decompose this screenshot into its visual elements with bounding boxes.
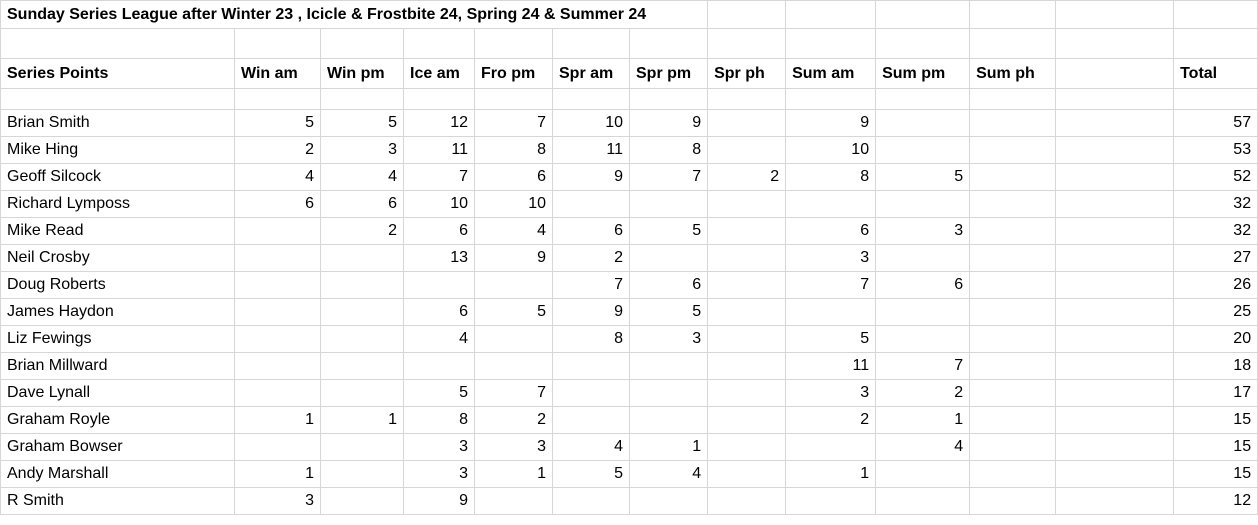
- column-header[interactable]: Total: [1174, 59, 1258, 89]
- cell[interactable]: [235, 29, 321, 59]
- points-cell[interactable]: 7: [475, 110, 553, 137]
- points-cell[interactable]: 2: [876, 380, 970, 407]
- points-cell[interactable]: [1056, 461, 1174, 488]
- total-cell[interactable]: 15: [1174, 434, 1258, 461]
- points-cell[interactable]: [553, 191, 630, 218]
- sailor-name-cell[interactable]: Mike Read: [1, 218, 235, 245]
- points-cell[interactable]: 1: [235, 407, 321, 434]
- points-cell[interactable]: [321, 353, 404, 380]
- points-cell[interactable]: 3: [786, 380, 876, 407]
- points-cell[interactable]: [876, 110, 970, 137]
- points-cell[interactable]: 7: [630, 164, 708, 191]
- points-cell[interactable]: 9: [404, 488, 475, 515]
- total-cell[interactable]: 52: [1174, 164, 1258, 191]
- cell[interactable]: [1056, 29, 1174, 59]
- header-series-points[interactable]: Series Points: [1, 59, 235, 89]
- points-cell[interactable]: [553, 353, 630, 380]
- points-cell[interactable]: 5: [475, 299, 553, 326]
- points-cell[interactable]: [553, 488, 630, 515]
- points-cell[interactable]: [970, 434, 1056, 461]
- points-cell[interactable]: [321, 245, 404, 272]
- table-row: [1, 299, 1258, 326]
- points-cell[interactable]: [475, 488, 553, 515]
- points-cell[interactable]: [1056, 137, 1174, 164]
- points-cell[interactable]: 2: [786, 407, 876, 434]
- points-cell[interactable]: 3: [786, 245, 876, 272]
- table-row: [1, 353, 1258, 380]
- points-cell[interactable]: [708, 110, 786, 137]
- points-cell[interactable]: 2: [321, 218, 404, 245]
- sailor-name-cell[interactable]: Dave Lynall: [1, 380, 235, 407]
- sailor-name-cell[interactable]: James Haydon: [1, 299, 235, 326]
- sailor-name-cell[interactable]: Doug Roberts: [1, 272, 235, 299]
- points-cell[interactable]: 9: [475, 245, 553, 272]
- points-cell[interactable]: [708, 461, 786, 488]
- column-header[interactable]: Spr pm: [630, 59, 708, 89]
- spacer-row: [1, 89, 1258, 110]
- points-cell[interactable]: 10: [786, 137, 876, 164]
- total-cell[interactable]: 25: [1174, 299, 1258, 326]
- points-cell[interactable]: [970, 164, 1056, 191]
- points-cell[interactable]: 10: [475, 191, 553, 218]
- sheet-title[interactable]: Sunday Series League after Winter 23 , Icicle & Frostbite 24, Spring 24 & Summer 24: [1, 1, 708, 29]
- points-cell[interactable]: 8: [404, 407, 475, 434]
- table-row: [1, 461, 1258, 488]
- points-cell[interactable]: [553, 407, 630, 434]
- points-cell[interactable]: 5: [235, 110, 321, 137]
- cell[interactable]: [630, 89, 708, 110]
- table-row: [1, 164, 1258, 191]
- title-row: [1, 1, 1258, 29]
- points-cell[interactable]: 7: [475, 380, 553, 407]
- points-cell[interactable]: [708, 218, 786, 245]
- sailor-name-cell[interactable]: Graham Bowser: [1, 434, 235, 461]
- points-cell[interactable]: [1056, 299, 1174, 326]
- points-cell[interactable]: 2: [708, 164, 786, 191]
- points-cell[interactable]: 1: [630, 434, 708, 461]
- points-cell[interactable]: [235, 218, 321, 245]
- total-cell[interactable]: 18: [1174, 353, 1258, 380]
- points-cell[interactable]: 3: [321, 137, 404, 164]
- points-cell[interactable]: 6: [630, 272, 708, 299]
- blank-row: [1, 29, 1258, 59]
- points-cell[interactable]: 3: [475, 434, 553, 461]
- points-cell[interactable]: 3: [876, 218, 970, 245]
- points-cell[interactable]: [475, 272, 553, 299]
- cell[interactable]: [321, 89, 404, 110]
- points-cell[interactable]: 11: [404, 137, 475, 164]
- points-cell[interactable]: [708, 434, 786, 461]
- points-cell[interactable]: [630, 191, 708, 218]
- points-cell[interactable]: 4: [235, 164, 321, 191]
- points-cell[interactable]: [553, 380, 630, 407]
- column-header[interactable]: Sum pm: [876, 59, 970, 89]
- points-cell[interactable]: [1056, 164, 1174, 191]
- points-cell[interactable]: [1056, 272, 1174, 299]
- points-cell[interactable]: [235, 380, 321, 407]
- total-cell[interactable]: 15: [1174, 461, 1258, 488]
- points-cell[interactable]: [321, 488, 404, 515]
- points-cell[interactable]: 11: [553, 137, 630, 164]
- points-cell[interactable]: 4: [630, 461, 708, 488]
- points-cell[interactable]: 3: [404, 461, 475, 488]
- points-cell[interactable]: 6: [235, 191, 321, 218]
- points-cell[interactable]: [708, 137, 786, 164]
- points-cell[interactable]: [876, 137, 970, 164]
- points-cell[interactable]: [970, 110, 1056, 137]
- cell[interactable]: [708, 1, 786, 29]
- points-cell[interactable]: 6: [321, 191, 404, 218]
- points-cell[interactable]: [876, 299, 970, 326]
- table-row: [1, 434, 1258, 461]
- points-cell[interactable]: [1056, 380, 1174, 407]
- points-cell[interactable]: 5: [786, 326, 876, 353]
- sailor-name-cell[interactable]: Liz Fewings: [1, 326, 235, 353]
- points-cell[interactable]: [1056, 110, 1174, 137]
- points-cell[interactable]: [235, 245, 321, 272]
- cell[interactable]: [1056, 89, 1174, 110]
- points-cell[interactable]: [475, 353, 553, 380]
- total-cell[interactable]: 12: [1174, 488, 1258, 515]
- points-cell[interactable]: 1: [321, 407, 404, 434]
- total-cell[interactable]: 57: [1174, 110, 1258, 137]
- points-cell[interactable]: [1056, 434, 1174, 461]
- points-cell[interactable]: 8: [786, 164, 876, 191]
- cell[interactable]: [1174, 29, 1258, 59]
- table-row: [1, 218, 1258, 245]
- sailor-name-cell[interactable]: Mike Hing: [1, 137, 235, 164]
- table-row: [1, 326, 1258, 353]
- points-cell[interactable]: [970, 137, 1056, 164]
- total-cell[interactable]: 26: [1174, 272, 1258, 299]
- points-cell[interactable]: [235, 434, 321, 461]
- points-cell[interactable]: [1056, 488, 1174, 515]
- cell[interactable]: [786, 1, 876, 29]
- points-cell[interactable]: [970, 191, 1056, 218]
- total-cell[interactable]: 32: [1174, 218, 1258, 245]
- sailor-name-cell[interactable]: Andy Marshall: [1, 461, 235, 488]
- points-cell[interactable]: 7: [786, 272, 876, 299]
- sailor-name-cell[interactable]: Richard Lymposs: [1, 191, 235, 218]
- points-cell[interactable]: 5: [404, 380, 475, 407]
- points-cell[interactable]: [970, 245, 1056, 272]
- points-cell[interactable]: [630, 380, 708, 407]
- points-cell[interactable]: [708, 191, 786, 218]
- table-row: [1, 245, 1258, 272]
- table-row: [1, 272, 1258, 299]
- cell[interactable]: [1174, 89, 1258, 110]
- points-cell[interactable]: [708, 353, 786, 380]
- points-cell[interactable]: 9: [553, 299, 630, 326]
- points-cell[interactable]: 3: [235, 488, 321, 515]
- cell[interactable]: [475, 29, 553, 59]
- points-cell[interactable]: [630, 353, 708, 380]
- points-cell[interactable]: [321, 272, 404, 299]
- cell[interactable]: [553, 29, 630, 59]
- points-cell[interactable]: 7: [404, 164, 475, 191]
- cell[interactable]: [1056, 59, 1174, 89]
- points-cell[interactable]: [235, 326, 321, 353]
- points-cell[interactable]: [970, 272, 1056, 299]
- points-cell[interactable]: 6: [475, 164, 553, 191]
- cell[interactable]: [404, 89, 475, 110]
- table-row: [1, 191, 1258, 218]
- points-cell[interactable]: [708, 407, 786, 434]
- points-cell[interactable]: [786, 488, 876, 515]
- cell[interactable]: [1, 89, 235, 110]
- points-cell[interactable]: 6: [404, 218, 475, 245]
- total-cell[interactable]: 27: [1174, 245, 1258, 272]
- points-cell[interactable]: 4: [876, 434, 970, 461]
- points-cell[interactable]: 9: [630, 110, 708, 137]
- points-cell[interactable]: 3: [404, 434, 475, 461]
- points-cell[interactable]: 6: [786, 218, 876, 245]
- points-cell[interactable]: [630, 488, 708, 515]
- points-cell[interactable]: [1056, 407, 1174, 434]
- points-cell[interactable]: [404, 353, 475, 380]
- cell[interactable]: [1174, 1, 1258, 29]
- cell[interactable]: [876, 29, 970, 59]
- points-cell[interactable]: 6: [876, 272, 970, 299]
- total-cell[interactable]: 20: [1174, 326, 1258, 353]
- total-cell[interactable]: 15: [1174, 407, 1258, 434]
- points-cell[interactable]: 13: [404, 245, 475, 272]
- sailor-name-cell[interactable]: Graham Royle: [1, 407, 235, 434]
- column-header[interactable]: Spr ph: [708, 59, 786, 89]
- cell[interactable]: [876, 89, 970, 110]
- cell[interactable]: [1056, 1, 1174, 29]
- table-row: [1, 380, 1258, 407]
- points-cell[interactable]: 4: [404, 326, 475, 353]
- cell[interactable]: [786, 89, 876, 110]
- column-header[interactable]: Sum am: [786, 59, 876, 89]
- sailor-name-cell[interactable]: Brian Smith: [1, 110, 235, 137]
- sailor-name-cell[interactable]: R Smith: [1, 488, 235, 515]
- header-row: [1, 59, 1258, 89]
- column-header[interactable]: Fro pm: [475, 59, 553, 89]
- cell[interactable]: [708, 89, 786, 110]
- cell[interactable]: [970, 89, 1056, 110]
- points-cell[interactable]: 5: [321, 110, 404, 137]
- points-cell[interactable]: 10: [553, 110, 630, 137]
- points-cell[interactable]: 4: [553, 434, 630, 461]
- points-cell[interactable]: [786, 434, 876, 461]
- cell[interactable]: [475, 89, 553, 110]
- points-cell[interactable]: [708, 380, 786, 407]
- points-cell[interactable]: [876, 326, 970, 353]
- points-cell[interactable]: [786, 191, 876, 218]
- points-cell[interactable]: 6: [404, 299, 475, 326]
- points-cell[interactable]: 12: [404, 110, 475, 137]
- cell[interactable]: [970, 29, 1056, 59]
- points-cell[interactable]: 4: [321, 164, 404, 191]
- points-cell[interactable]: [630, 245, 708, 272]
- points-cell[interactable]: 5: [876, 164, 970, 191]
- cell[interactable]: [708, 29, 786, 59]
- points-cell[interactable]: 8: [475, 137, 553, 164]
- points-cell[interactable]: [1056, 191, 1174, 218]
- points-cell[interactable]: 2: [475, 407, 553, 434]
- points-cell[interactable]: 9: [553, 164, 630, 191]
- column-header[interactable]: Sum ph: [970, 59, 1056, 89]
- cell[interactable]: [235, 89, 321, 110]
- points-cell[interactable]: [1056, 353, 1174, 380]
- points-cell[interactable]: [1056, 218, 1174, 245]
- points-cell[interactable]: [321, 380, 404, 407]
- points-cell[interactable]: [321, 326, 404, 353]
- points-cell[interactable]: [235, 353, 321, 380]
- points-cell[interactable]: [970, 407, 1056, 434]
- cell[interactable]: [553, 89, 630, 110]
- sheet-body: [1, 1, 1258, 515]
- sailor-name-cell[interactable]: Geoff Silcock: [1, 164, 235, 191]
- points-cell[interactable]: [708, 299, 786, 326]
- points-cell[interactable]: 1: [475, 461, 553, 488]
- column-header[interactable]: Win am: [235, 59, 321, 89]
- cell[interactable]: [786, 29, 876, 59]
- points-cell[interactable]: [321, 299, 404, 326]
- points-cell[interactable]: 2: [553, 245, 630, 272]
- points-cell[interactable]: [970, 326, 1056, 353]
- points-cell[interactable]: [708, 245, 786, 272]
- points-cell[interactable]: 8: [553, 326, 630, 353]
- points-cell[interactable]: [321, 461, 404, 488]
- points-cell[interactable]: [876, 245, 970, 272]
- points-cell[interactable]: [708, 326, 786, 353]
- points-cell[interactable]: 6: [553, 218, 630, 245]
- points-cell[interactable]: [708, 272, 786, 299]
- table-row: [1, 488, 1258, 515]
- cell[interactable]: [876, 1, 970, 29]
- points-cell[interactable]: [876, 461, 970, 488]
- points-cell[interactable]: [235, 299, 321, 326]
- points-cell[interactable]: [630, 407, 708, 434]
- column-header[interactable]: Ice am: [404, 59, 475, 89]
- cell[interactable]: [970, 1, 1056, 29]
- points-cell[interactable]: [235, 272, 321, 299]
- points-cell[interactable]: [1056, 326, 1174, 353]
- points-cell[interactable]: [1056, 245, 1174, 272]
- total-cell[interactable]: 32: [1174, 191, 1258, 218]
- points-cell[interactable]: [708, 488, 786, 515]
- points-cell[interactable]: 1: [876, 407, 970, 434]
- points-cell[interactable]: 3: [630, 326, 708, 353]
- points-cell[interactable]: 8: [630, 137, 708, 164]
- sailor-name-cell[interactable]: Neil Crosby: [1, 245, 235, 272]
- table-row: [1, 407, 1258, 434]
- points-cell[interactable]: 11: [786, 353, 876, 380]
- points-cell[interactable]: 5: [553, 461, 630, 488]
- points-cell[interactable]: 5: [630, 299, 708, 326]
- points-cell[interactable]: [475, 326, 553, 353]
- points-cell[interactable]: [876, 488, 970, 515]
- points-cell[interactable]: 4: [475, 218, 553, 245]
- column-header[interactable]: Spr am: [553, 59, 630, 89]
- column-header[interactable]: Win pm: [321, 59, 404, 89]
- sailor-name-cell[interactable]: Brian Millward: [1, 353, 235, 380]
- cell[interactable]: [404, 29, 475, 59]
- points-cell[interactable]: 7: [553, 272, 630, 299]
- points-cell[interactable]: 2: [235, 137, 321, 164]
- points-cell[interactable]: [970, 380, 1056, 407]
- points-cell[interactable]: [970, 218, 1056, 245]
- points-cell[interactable]: [970, 461, 1056, 488]
- table-row: [1, 110, 1258, 137]
- points-cell[interactable]: [786, 299, 876, 326]
- points-cell[interactable]: [970, 488, 1056, 515]
- total-cell[interactable]: 53: [1174, 137, 1258, 164]
- points-cell[interactable]: [876, 191, 970, 218]
- points-cell[interactable]: [970, 353, 1056, 380]
- points-cell[interactable]: [321, 434, 404, 461]
- points-cell[interactable]: 7: [876, 353, 970, 380]
- points-cell[interactable]: 9: [786, 110, 876, 137]
- points-cell[interactable]: [970, 299, 1056, 326]
- points-cell[interactable]: 10: [404, 191, 475, 218]
- cell[interactable]: [630, 29, 708, 59]
- total-cell[interactable]: 17: [1174, 380, 1258, 407]
- points-cell[interactable]: [404, 272, 475, 299]
- points-cell[interactable]: 1: [235, 461, 321, 488]
- points-cell[interactable]: 5: [630, 218, 708, 245]
- points-cell[interactable]: 1: [786, 461, 876, 488]
- cell[interactable]: [321, 29, 404, 59]
- cell[interactable]: [1, 29, 235, 59]
- table-row: [1, 137, 1258, 164]
